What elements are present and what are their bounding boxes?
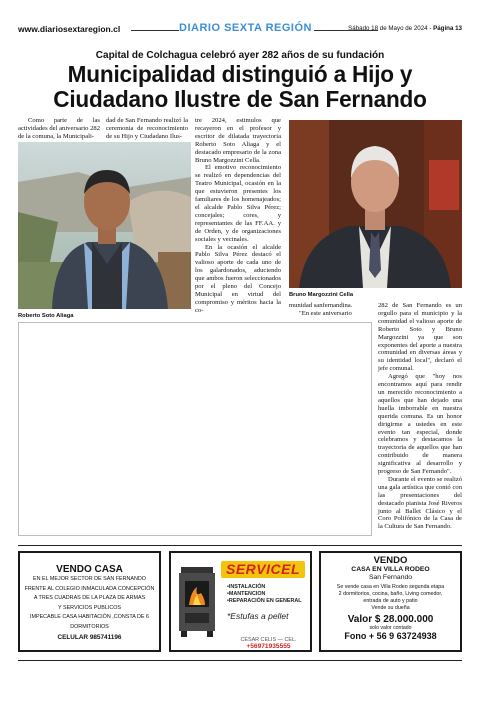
date-text: Sábado 18 de Mayo de 2024 - xyxy=(348,25,434,32)
ads-bottom-rule xyxy=(18,660,462,661)
page-number: Página 13 xyxy=(433,25,462,32)
ad3-desc-line: Se vende casa en Villa Rodeo segunda etapa xyxy=(336,584,445,590)
portrait-image xyxy=(18,142,191,309)
photo1-caption: Roberto Soto Aliaga xyxy=(18,313,74,319)
service-item: •INSTALACIÓN xyxy=(227,584,266,590)
ad3-desc-line: entrada de auto y patio xyxy=(363,598,418,605)
paper-name: DIARIO SEXTA REGIÓN xyxy=(179,22,312,34)
col5-paragraph-2: Agregó que "hoy nos encontramos aquí para rendir un merecido reconocimiento a aquellos que han dejado una huella imborrable en nuestra querida comuna. Es un honor dirigirme a ustedes en este evento tan especial, donde celebramos y destacamos la trayectoria de aquellos que han contribuido de manera significativa al desarrollo y progreso de San Fernando". xyxy=(378,373,462,476)
col5-paragraph-3: Durante el evento se realizó una gala artística que contó con las presentaciones del destacado pianista José Riveros junto al Ballet Clásico y el Coro Polifónico de la Casa de la Cultura de San Fernando. xyxy=(378,475,462,531)
ad1-line: IMPECABLE CASA HABITACIÓN ,CONSTA DE 6 xyxy=(29,614,150,621)
ad3-city: San Fernando xyxy=(368,574,413,581)
servicel-phone[interactable]: +56971935555 xyxy=(246,643,291,650)
header-rule-left xyxy=(131,30,179,31)
article-col-1 xyxy=(18,117,100,141)
col3-paragraph-1: tre 2024, estimulos que recayeron en el profesor y escritor de dilatada trayectoria Roberto Soto Aliaga y el destacado empresario de la zona Bruno Margozzini Cella. xyxy=(195,117,281,164)
ad1-line: A TRES CUADRAS DE LA PLAZA DE ARMAS xyxy=(33,595,146,602)
ad1-line: EN EL MEJOR SECTOR DE SAN FERNANDO xyxy=(33,576,146,582)
article-headline: Municipalidad distinguió a Hijo y Ciudadano Ilustre de San Fernando xyxy=(53,61,427,112)
servicel-contact xyxy=(227,637,310,650)
service-item: •REPARACIÓN EN GENERAL xyxy=(227,598,302,604)
photo-bruno-margozzini xyxy=(289,120,462,288)
article-col-2 xyxy=(106,117,188,141)
col2-paragraph: dad de San Fernando realizó la ceremonia de reconocimiento de su Hijo y Ciudadano Ilus- xyxy=(106,117,188,140)
col3-paragraph-3: En la ocasión el alcalde Pablo Silva Pérez destacó el valioso aporte de cada uno de los galardonados, aduciendo que ambos fueron seleccionados por el pleno del Concejo Municipal en virtud del compromiso y méritos hacia la co- xyxy=(195,243,281,314)
servicel-contact-name: CÉSAR CELIS — CEL. xyxy=(240,637,297,643)
ad1-contact: CELULAR 985741196 xyxy=(57,633,122,641)
col4-paragraph-1: munidad sanfernandina. xyxy=(289,302,353,309)
servicel-brand: SERVICEL xyxy=(221,561,305,578)
col3-paragraph-2: El emotivo reconocimiento se realizó en dependencias del Teatro Municipal, ocasión en la que estuvieron presentes los familiares de los homenajeados; el alcalde Pablo Silva Pérez; concejales; cores, y representantes de las FF.AA. y de Orden, y de organizaciones sociales y vecinales. xyxy=(195,164,281,243)
issue-date xyxy=(348,25,462,32)
page-header xyxy=(18,24,462,38)
ad1-line: Y SERVICIOS PUBLICOS xyxy=(57,604,121,611)
ad1-title: VENDO CASA xyxy=(56,564,123,575)
ad-servicel[interactable] xyxy=(169,551,312,652)
photo2-caption: Bruno Margozzini Cella xyxy=(289,292,354,298)
ad3-desc-line: Vende su dueña xyxy=(371,605,410,612)
article-kicker: Capital de Colchagua celebró ayer 282 años de su fundación xyxy=(95,50,385,61)
blank-placeholder-box xyxy=(18,322,372,536)
ad3-desc-line: 2 dormitorios, cocina, baño, Living comedor, xyxy=(338,591,443,598)
col1-paragraph: Como parte de las actividades del aniversario 282 de la comuna, la Municipali- xyxy=(18,117,100,140)
ads-top-rule xyxy=(18,545,462,546)
site-url[interactable]: www.diariosextaregion.cl xyxy=(18,24,121,34)
ad-casa-villa-rodeo[interactable] xyxy=(319,551,462,652)
article-col-5 xyxy=(378,302,462,531)
photo-roberto-soto xyxy=(18,142,191,309)
col5-paragraph-1: 282 de San Fernando es un orgullo para el municipio y la comunidad el valioso aporte de Roberto Soto y Bruno Margozzini ya que son exponentes del aporte a nuestra comunidad en diversas áreas y su identidad local", declaró el jefe comunal. xyxy=(378,302,462,373)
pellet-stove-icon xyxy=(177,567,217,637)
portrait-image xyxy=(289,120,462,288)
servicel-services xyxy=(227,584,302,605)
ad3-phone[interactable]: Fono + 56 9 63724938 xyxy=(344,631,437,642)
ad3-price-note: solo valor contado xyxy=(369,625,412,632)
article-col-4 xyxy=(289,302,371,318)
ad3-title: VENDO xyxy=(373,555,408,566)
service-item: •MANTENCION xyxy=(227,591,266,597)
servicel-pellet: *Estufas a pellet xyxy=(227,611,289,621)
ad1-line: DORMITORIOS xyxy=(70,623,109,630)
article-col-3 xyxy=(195,117,281,315)
ad3-price: Valor $ 28.000.000 xyxy=(347,614,434,626)
col4-paragraph-2: "En este aniversario xyxy=(299,309,352,317)
ad3-subtitle: CASA EN VILLA RODEO xyxy=(351,566,430,573)
ad-vendo-casa[interactable] xyxy=(18,551,161,652)
ad3-desc xyxy=(321,584,460,612)
ad1-line: FRENTE AL COLEGIO INMACULADA CONCEPCIÓN xyxy=(24,585,155,592)
